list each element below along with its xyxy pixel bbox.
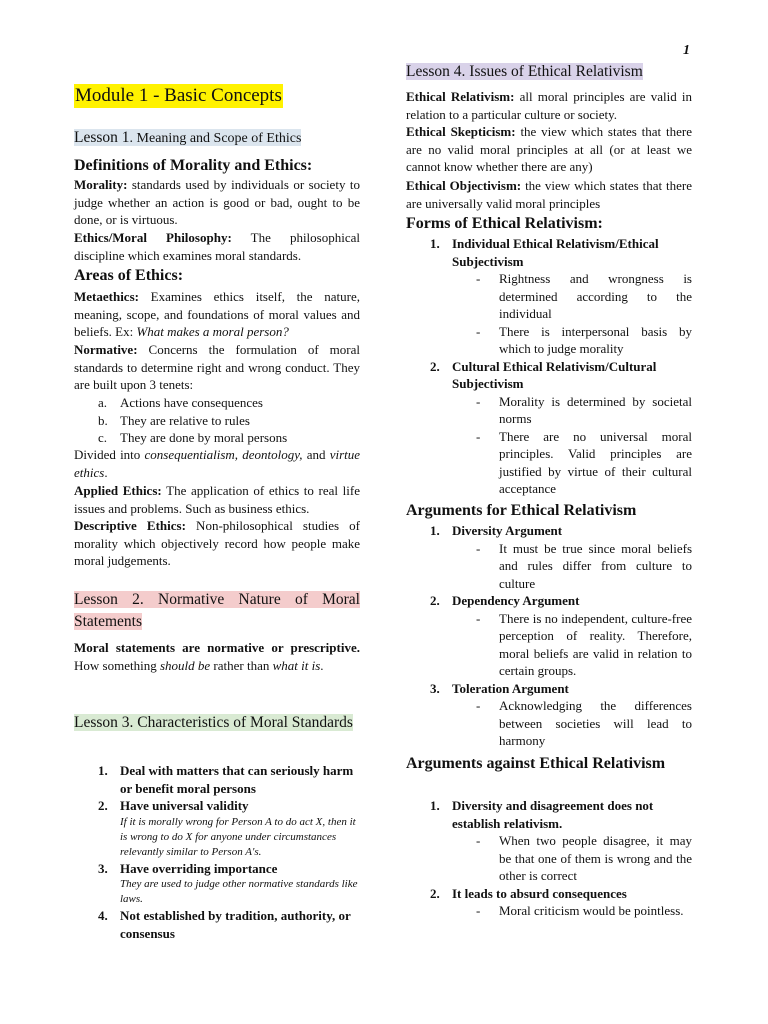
bullet-point: - It must be true since moral beliefs and rules differ from culture to culture	[476, 540, 692, 591]
lesson-2-heading: Lesson 2. Normative Nature of Moral Statements	[74, 591, 360, 630]
list-item: 4. Not established by tradition, authority, or consensus	[98, 908, 351, 941]
bullet-point: - When two people disagree, it may be that one of them is wrong and the other is correct	[476, 833, 692, 883]
list-item: 3. Have overriding importance	[98, 860, 278, 876]
lesson-1-heading: Lesson 1. Meaning and Scope of Ethics	[74, 129, 302, 146]
ethical-objectivism-definition: Ethical Objectivism: the view which states that there are universally valid moral principles	[406, 178, 692, 211]
page-number: 1	[683, 43, 690, 58]
arguments-for-heading: Arguments for Ethical Relativism	[406, 502, 637, 519]
list-item: 1. Individual Ethical Relativism/Ethical Subjectivism	[430, 236, 659, 269]
applied-ethics-definition: Applied Ethics: The application of ethics to real life issues and problems. Such as business ethics.	[74, 483, 360, 516]
ethical-skepticism-definition: Ethical Skepticism: the view which states that there are no valid moral principles at all (or at least we cannot know whether there are any)	[406, 124, 693, 174]
forms-list	[406, 235, 692, 498]
list-item: 1. Deal with matters that can seriously harm or benefit moral persons	[98, 763, 354, 796]
definitions-heading: Definitions of Morality and Ethics:	[74, 157, 313, 174]
list-item: 2. Cultural Ethical Relativism/Cultural Subjectivism	[430, 358, 657, 391]
moral-statements-text: Moral statements are normative or prescriptive. How something should be rather than what it is.	[74, 640, 360, 673]
lesson-4-heading: Lesson 4. Issues of Ethical Relativism	[406, 63, 643, 80]
list-item: 1. Diversity and disagreement does not establish relativism.	[430, 798, 654, 831]
arguments-against-heading: Arguments against Ethical Relativism	[406, 755, 666, 772]
areas-heading: Areas of Ethics:	[74, 267, 184, 284]
bullet-point: - Moral criticism would be pointless.	[476, 903, 684, 918]
ethical-relativism-definition: Ethical Relativism: all moral principles are valid in relation to a particular culture or society.	[406, 89, 692, 122]
list-item: 2. It leads to absurd consequences	[430, 885, 627, 901]
list-item: a. Actions have consequences	[98, 395, 263, 410]
arguments-for-list	[406, 522, 692, 750]
list-item: c. They are done by moral persons	[98, 430, 288, 445]
list-item: 1. Diversity Argument	[430, 523, 563, 538]
lesson-3-heading: Lesson 3. Characteristics of Moral Standards	[74, 714, 353, 731]
metaethics-definition: Metaethics: Examines ethics itself, the nature, meaning, scope, and foundations of moral values and beliefs. Ex: What makes a moral person?	[74, 289, 360, 339]
list-item: b. They are relative to rules	[98, 412, 250, 428]
normative-definition: Normative: Concerns the formulation of moral standards to determine right and wrong conduct. They are built upon 3 tenets:	[74, 342, 360, 392]
characteristics-list	[74, 762, 360, 942]
list-item: 2. Have universal validity	[98, 798, 249, 813]
ethics-definition: Ethics/Moral Philosophy: The philosophical discipline which examines moral standards.	[74, 230, 360, 263]
list-item: 2. Dependency Argument	[430, 593, 580, 608]
bullet-point: - Morality is determined by societal norms	[476, 393, 692, 426]
bullet-point: - There is interpersonal basis by which to judge morality	[476, 323, 692, 356]
forms-heading: Forms of Ethical Relativism:	[406, 215, 603, 232]
list-item-note: If it is morally wrong for Person A to do act X, then it is wrong to do X for anyone under circumstances relevantly similar to Person A's.	[120, 815, 356, 858]
morality-definition: Morality: standards used by individuals or society to judge whether an action is good or bad, ought to be done, or is virtuous.	[74, 177, 360, 227]
descriptive-ethics-definition: Descriptive Ethics: Non-philosophical studies of morality which objectively record how people make moral judgements.	[74, 518, 360, 568]
module-title: Module 1 - Basic Concepts	[75, 85, 282, 106]
bullet-point: - There are no universal moral principles. Valid principles are justified by virtue of their cultural acceptance	[476, 428, 692, 496]
list-item-note: They are used to judge other normative standards like laws.	[120, 878, 358, 905]
arguments-against-list	[406, 797, 692, 920]
tenets-list	[74, 394, 360, 447]
list-item: 3. Toleration Argument	[430, 680, 569, 696]
bullet-point: - There is no independent, culture-free perception of reality. Therefore, moral beliefs are valid in relation to certain groups.	[476, 610, 692, 678]
divided-into-text: Divided into consequentialism, deontology, and virtue ethics.	[74, 447, 361, 480]
bullet-point: - Rightness and wrongness is determined according to the individual	[476, 271, 692, 321]
bullet-point: - Acknowledging the differences between societies will lead to harmony	[476, 698, 692, 748]
